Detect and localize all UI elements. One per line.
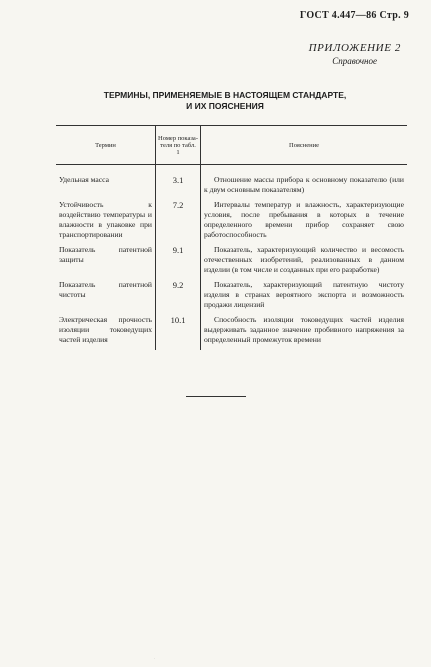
number-cell: 7.2 xyxy=(156,200,201,245)
appendix-title: ПРИЛОЖЕНИЕ 2 xyxy=(308,42,401,54)
page-title-line-1: ТЕРМИНЫ, ПРИМЕНЯЕМЫЕ В НАСТОЯЩЕМ СТАНДАРТЕ, xyxy=(103,90,347,100)
term-cell: Устойчивость к воздействию температуры и влажности в упаковке при транспортировании xyxy=(59,200,152,239)
column-header-term: Термин xyxy=(56,126,156,165)
page-title xyxy=(60,90,390,112)
table-row xyxy=(56,315,407,350)
term-cell: Показатель патентной чистоты xyxy=(59,280,152,299)
term-cell: Удельная масса xyxy=(59,175,109,184)
appendix-subtitle: Справочное xyxy=(332,56,377,66)
table-row xyxy=(56,165,407,201)
term-cell: Электрическая прочность изоляции токоведущих частей изделия xyxy=(59,315,152,344)
scan-dot: · xyxy=(154,656,156,661)
column-header-number: Номер показа-теля по табл. 1 xyxy=(156,126,201,165)
table-row xyxy=(56,280,407,315)
table-end-rule xyxy=(186,396,246,397)
table-row xyxy=(56,200,407,245)
column-header-explanation: Пояснение xyxy=(201,126,408,165)
table-row xyxy=(56,245,407,280)
number-cell: 3.1 xyxy=(156,165,201,201)
page-title-line-2: И ИХ ПОЯСНЕНИЯ xyxy=(186,101,264,111)
terms-table xyxy=(56,125,407,350)
table-header-row xyxy=(56,126,407,165)
number-cell: 9.2 xyxy=(156,280,201,315)
standard-page-header: ГОСТ 4.447—86 Стр. 9 xyxy=(299,10,409,21)
number-cell: 9.1 xyxy=(156,245,201,280)
number-cell: 10.1 xyxy=(156,315,201,350)
explanation-cell: Способность изоляции токоведущих частей изделия выдерживать заданное значение пробивного напряжения за определенный промежуток времени xyxy=(204,315,404,344)
explanation-cell: Показатель, характеризующий патентную чистоту изделия в странах вероятного экспорта и возможность продажи лицензий xyxy=(204,280,404,309)
term-cell: Показатель патентной защиты xyxy=(59,245,152,264)
explanation-cell: Интервалы температур и влажность, характеризующие условия, после пребывания в которых в течение определенного времени прибор сохраняет свою работоспособность xyxy=(204,200,404,239)
explanation-cell: Показатель, характеризующий количество и весомость отечественных изобретений, реализованных в данном изделии (в том числе и созданных при его разработке) xyxy=(204,245,404,274)
explanation-cell: Отношение массы прибора к основному показателю (или к двум основным показателям) xyxy=(204,175,404,194)
